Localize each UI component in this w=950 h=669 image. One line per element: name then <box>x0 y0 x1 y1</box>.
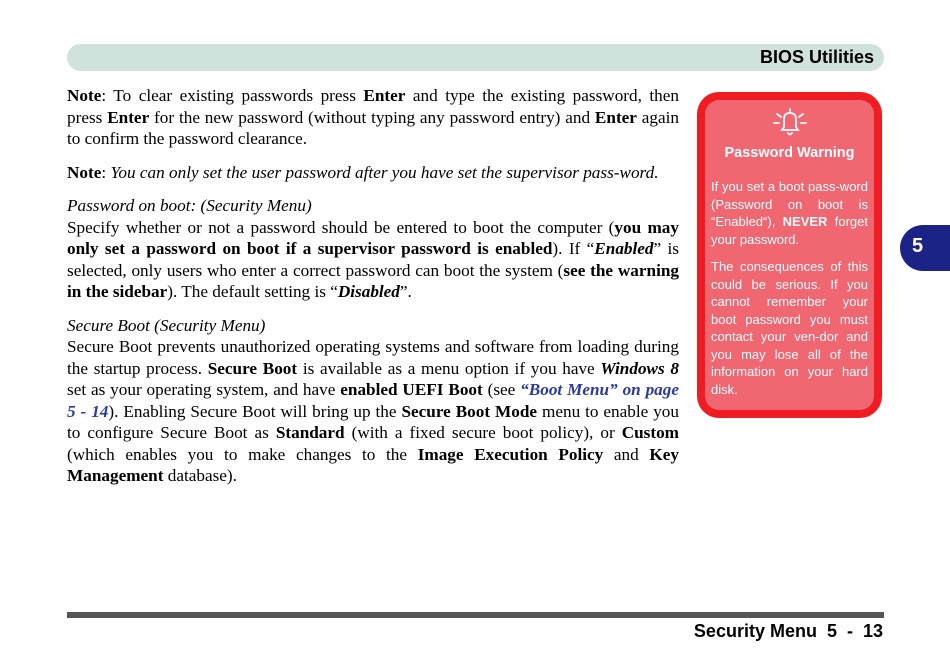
text: ” is selected, only users who enter a correct password can boot the system ( <box>67 239 679 280</box>
password-warning-sidebar <box>697 92 882 418</box>
bold-text: Standard <box>275 423 345 442</box>
key-enter: Enter <box>594 107 637 127</box>
bold-text: Secure Boot <box>207 358 298 378</box>
note-text: You can only set the user password after you have set the supervisor pass-word. <box>110 162 659 182</box>
sidebar-title: Password Warning <box>724 145 855 161</box>
bold-text: Secure Boot Mode <box>401 401 538 421</box>
header-title: BIOS Utilities <box>759 47 874 67</box>
footer-page-number: 5 - 13 <box>826 621 883 641</box>
text: for the new password (without typing any password entry) and <box>149 107 595 127</box>
text: set as your operating system, and have <box>67 380 341 399</box>
para-password-on-boot <box>67 217 679 303</box>
text: Specify whether or not a password should be entered to boot the computer ( <box>67 217 615 237</box>
bold-text: Key Management <box>67 444 679 485</box>
text: (which enables you to make changes to the <box>67 444 418 464</box>
note-label: Note <box>67 162 102 182</box>
footer-section: Security Menu <box>693 621 817 641</box>
chapter-tab <box>900 225 950 271</box>
text: again to confirm the password clearance. <box>67 107 680 148</box>
text: If you set a boot pass-word (Password on boot is “Enabled“), <box>711 179 868 229</box>
heading-password-on-boot: Password on boot: (Security Menu) <box>67 196 312 215</box>
bold-text: see the warning in the sidebar <box>67 260 679 301</box>
sidebar-panel <box>705 100 874 410</box>
option-disabled: Disabled <box>337 282 400 301</box>
sidebar-consequences-text: The consequences of this could be serious. If you cannot remember your boot password you must contact your ven-dor and you may lose all of the information on your hard disk. <box>711 259 868 397</box>
text: ”. <box>399 282 412 301</box>
key-enter: Enter <box>107 107 150 127</box>
chapter-number: 5 <box>912 235 924 257</box>
note-label: Note <box>67 86 102 105</box>
text: and <box>603 444 650 464</box>
warning-bell-icon <box>705 106 874 143</box>
text: : To clear existing passwords press <box>101 86 364 105</box>
header-bar <box>67 44 884 71</box>
para-secure-boot <box>67 336 679 487</box>
note-clear-passwords <box>67 85 679 150</box>
sidebar-warning-text <box>711 178 868 248</box>
never-emphasis: NEVER <box>782 214 828 229</box>
os-name: Windows 8 <box>600 358 680 378</box>
main-content <box>67 85 679 487</box>
text: database). <box>163 466 237 485</box>
text: Secure Boot prevents unauthorized operating systems and software from loading during the startup process. <box>67 337 679 378</box>
text: is available as a menu option if you have <box>297 358 601 378</box>
heading-secure-boot: Secure Boot (Security Menu) <box>67 315 266 335</box>
option-enabled: Enabled <box>594 239 654 258</box>
footer-page-label <box>694 620 883 642</box>
key-enter: Enter <box>363 86 406 105</box>
text: menu to enable you to configure Secure Boot as <box>67 401 679 442</box>
text: (with a fixed secure boot policy), or <box>344 423 622 442</box>
bold-text: enabled UEFI Boot <box>340 380 483 399</box>
text: and type the existing password, then press <box>67 86 679 127</box>
text: (see <box>482 380 521 399</box>
footer-rule <box>67 612 884 618</box>
boot-menu-link[interactable]: “Boot Menu” on page 5 - 14 <box>67 380 679 421</box>
bold-text: you may only set a password on boot if a supervisor password is enabled <box>67 217 679 258</box>
bold-text: Custom <box>621 423 679 442</box>
text: forget your password. <box>711 214 869 247</box>
text: ). If “ <box>552 239 595 258</box>
note-user-password <box>67 162 679 184</box>
text: ). Enabling Secure Boot will bring up the <box>108 401 402 421</box>
text: ). The default setting is “ <box>167 282 338 301</box>
bold-text: Image Execution Policy <box>417 444 604 464</box>
text: : <box>101 162 111 182</box>
